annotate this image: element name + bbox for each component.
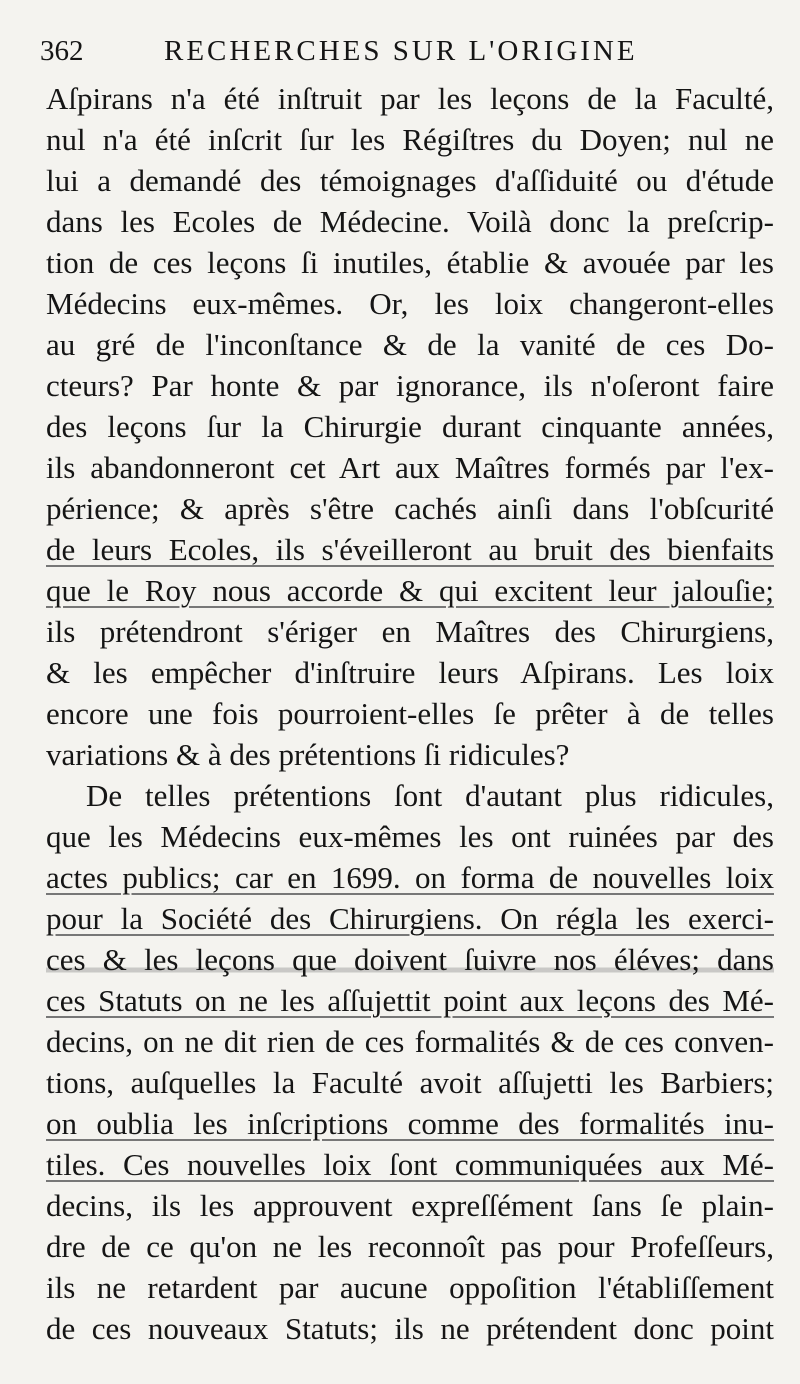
text-line: ils prétendront s'ériger en Maîtres des Chirurgiens, xyxy=(46,614,774,649)
text-line: tion de ces leçons ſi inutiles, établie & avouée par les xyxy=(46,245,774,280)
paragraph-first-line: De telles prétentions ſont d'autant plus ridicules, xyxy=(86,778,774,813)
text-line: périence; & après s'être cachés ainſi dans l'obſcurité xyxy=(46,491,774,526)
text-line: nul n'a été inſcrit ſur les Régiſtres du Doyen; nul ne xyxy=(46,122,774,157)
text-line: ils ne retardent par aucune oppoſition l'établiſſement xyxy=(46,1270,774,1305)
text-line: dre de ce qu'on ne les reconnoît pas pour Profeſſeurs, xyxy=(46,1229,774,1264)
text-line: des leçons ſur la Chirurgie durant cinquante années, xyxy=(46,409,774,444)
text-line-underlined: que le Roy nous accorde & qui excitent leur jalouſie; xyxy=(46,573,774,608)
text-line-underlined: pour la Société des Chirurgiens. On régla les exerci- xyxy=(46,901,774,936)
text-line: Médecins eux-mêmes. Or, les loix changeront-elles xyxy=(46,286,774,321)
text-line: au gré de l'inconſtance & de la vanité de ces Do- xyxy=(46,327,774,362)
text-line: decins, on ne dit rien de ces formalités & de ces conven- xyxy=(46,1024,774,1059)
text-line: ils abandonneront cet Art aux Maîtres formés par l'ex- xyxy=(46,450,774,485)
text-line-marked: ces & les leçons que doivent ſuivre nos éléves; dans xyxy=(46,939,774,980)
text-line: & les empêcher d'inſtruire leurs Aſpirans. Les loix xyxy=(46,655,774,690)
text-line-underlined: on oublia les inſcriptions comme des formalités inu- xyxy=(46,1106,774,1141)
running-title: RECHERCHES SUR L'ORIGINE xyxy=(164,35,638,67)
text-line: variations & à des prétentions ſi ridicules? xyxy=(46,737,570,772)
text-line: cteurs? Par honte & par ignorance, ils n'oſeront faire xyxy=(46,368,774,403)
text-line: encore une fois pourroient-elles ſe prêter à de telles xyxy=(46,696,774,731)
page-text xyxy=(46,78,774,1349)
text-line: lui a demandé des témoignages d'aſſiduité ou d'étude xyxy=(46,163,774,198)
text-line-underlined: actes publics; car en 1699. on forma de nouvelles loix xyxy=(46,860,774,895)
text-line: decins, ils les approuvent expreſſément ſans ſe plain- xyxy=(46,1188,774,1223)
text-line-underlined: tiles. Ces nouvelles loix ſont communiquées aux Mé- xyxy=(46,1147,774,1182)
text-line: dans les Ecoles de Médecine. Voilà donc la preſcrip- xyxy=(46,204,774,239)
text-line: Aſpirans n'a été inſtruit par les leçons de la Faculté, xyxy=(46,81,774,116)
running-header xyxy=(40,30,790,72)
text-line-underlined: de leurs Ecoles, ils s'éveilleront au bruit des bienfaits xyxy=(46,532,774,567)
text-line-underlined: ces Statuts on ne les aſſujettit point aux leçons des Mé- xyxy=(46,983,774,1018)
text-line: de ces nouveaux Statuts; ils ne prétendent donc point xyxy=(46,1311,774,1346)
text-line: tions, auſquelles la Faculté avoit aſſujetti les Barbiers; xyxy=(46,1065,774,1100)
page-number: 362 xyxy=(40,35,84,67)
text-line: que les Médecins eux-mêmes les ont ruinées par des xyxy=(46,819,774,854)
